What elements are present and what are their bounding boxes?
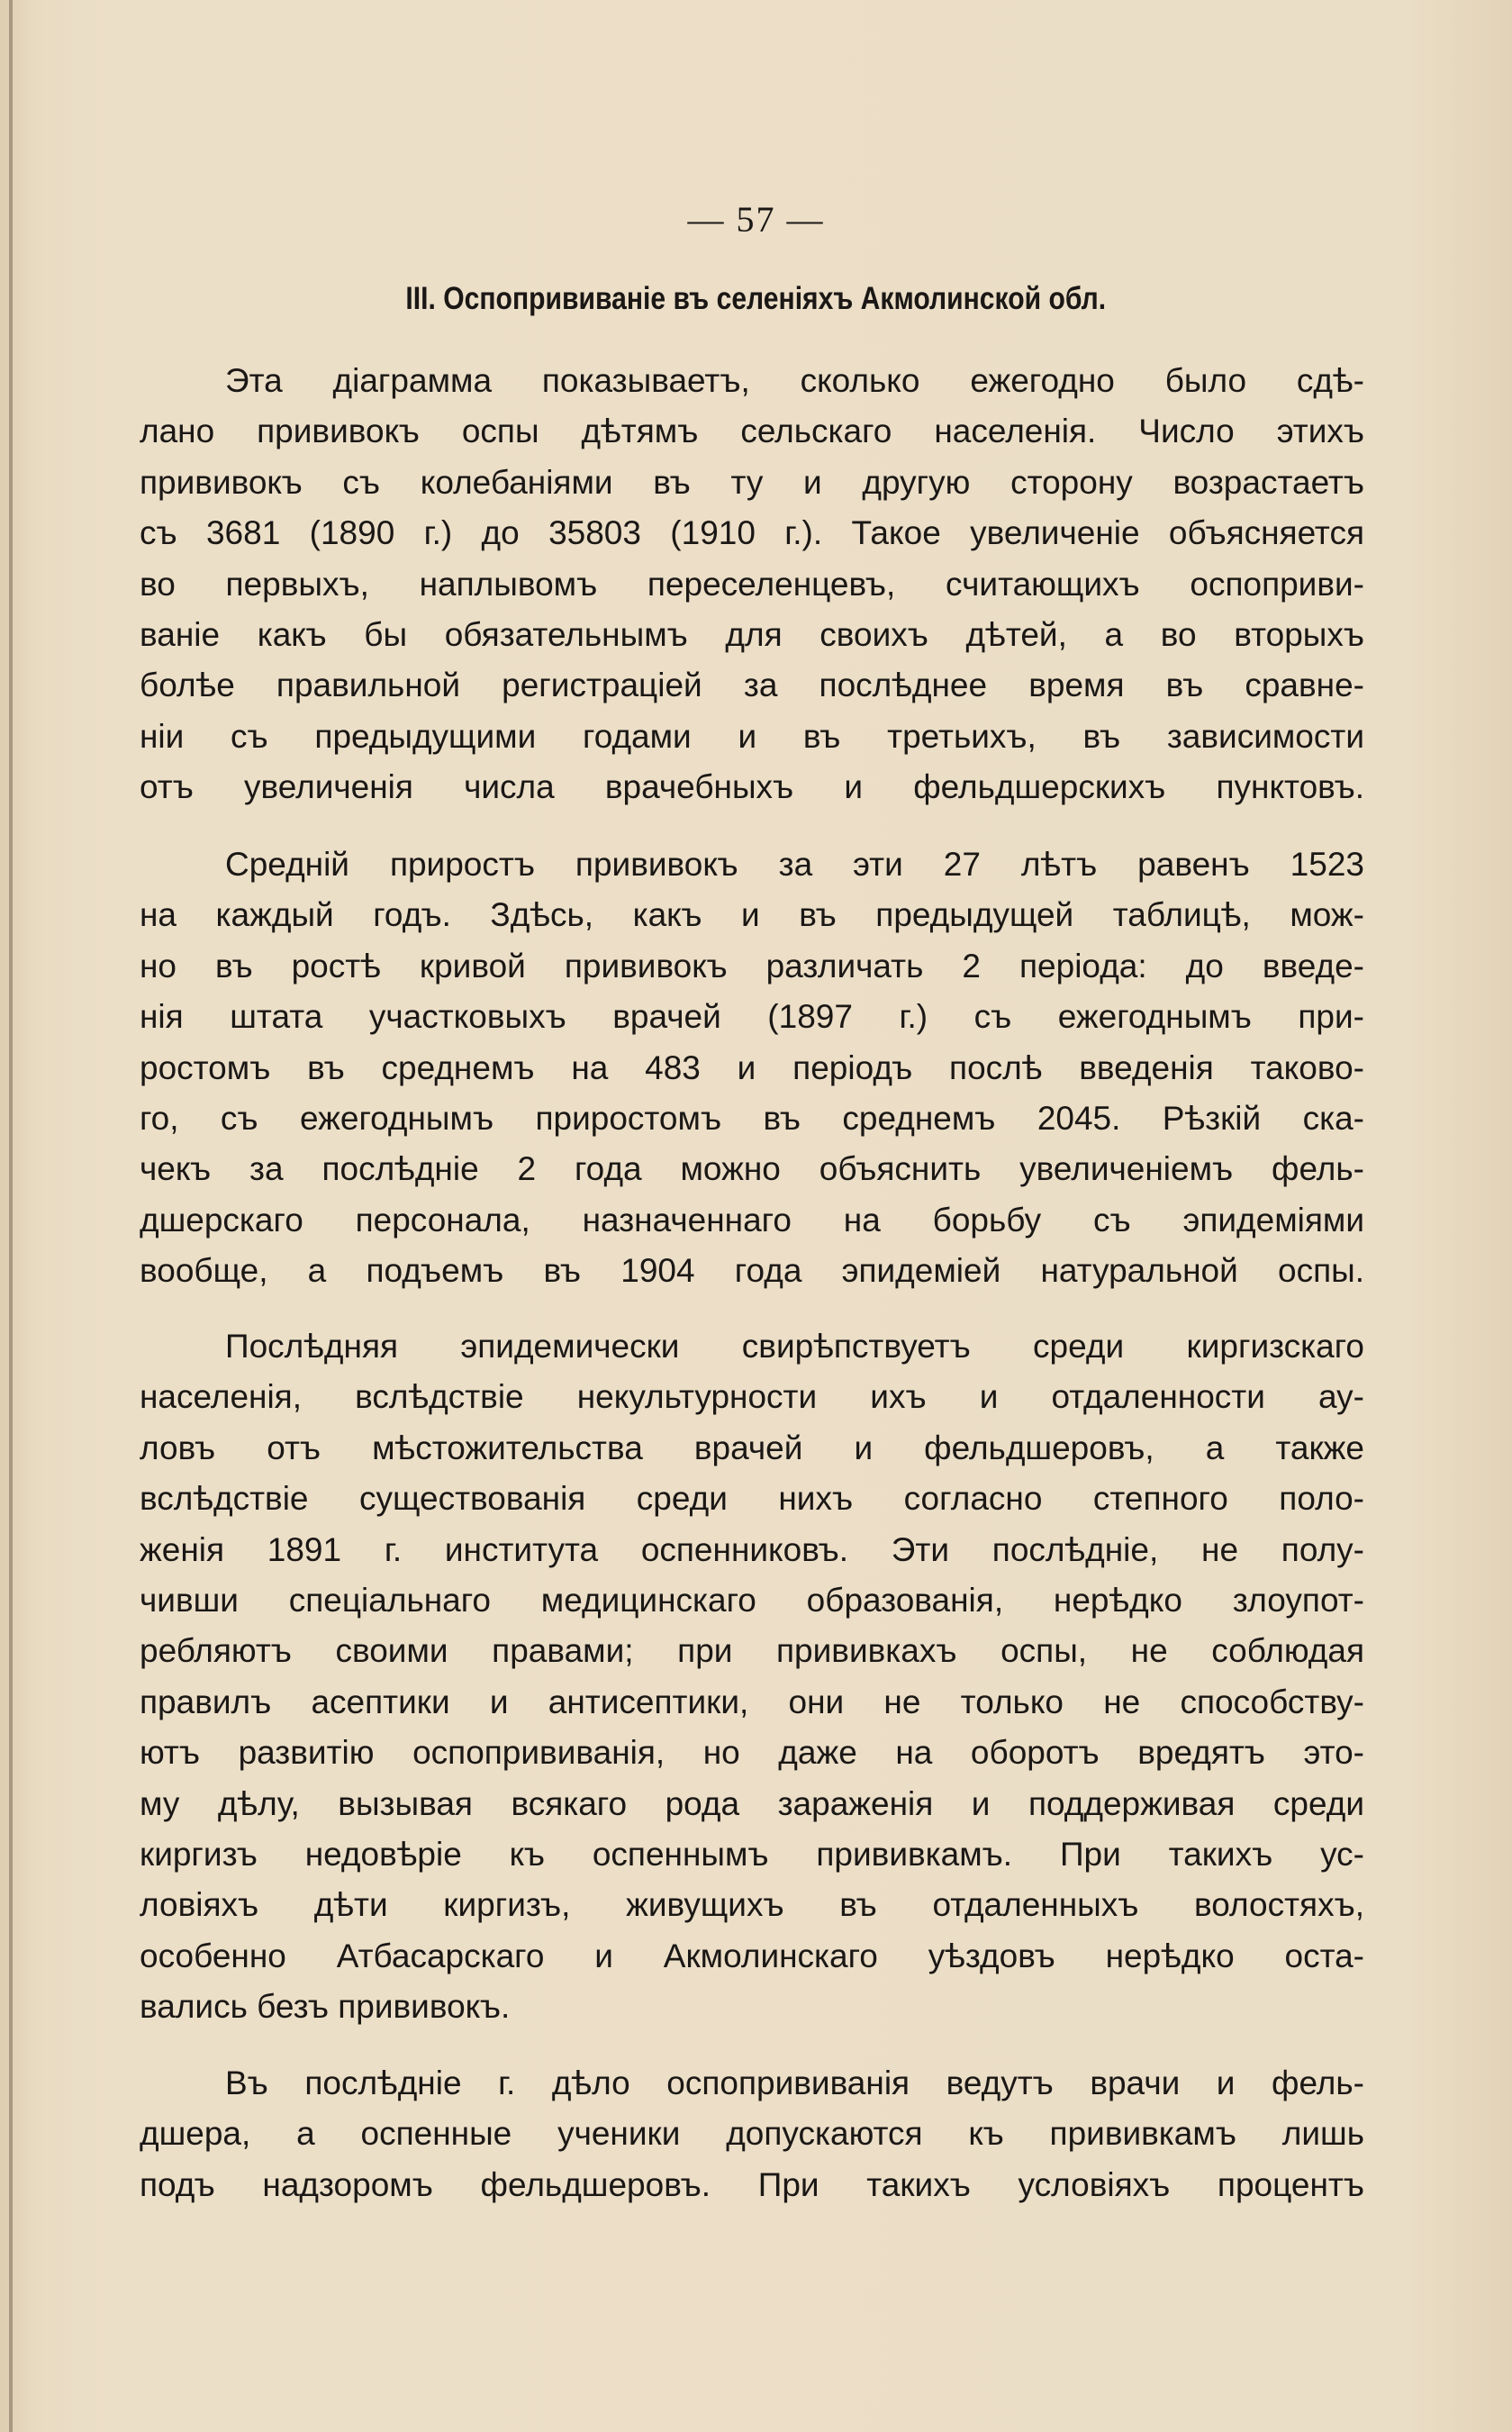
paragraph-4	[140, 2058, 1364, 2210]
text-line: вообще, а подъемъ въ 1904 года эпидеміей натуральной оспы.	[140, 1252, 1364, 1290]
paragraph-3	[140, 1321, 1364, 2032]
text-line: Эта діаграмма показываетъ, сколько ежегодно было сдѣ-	[225, 362, 1364, 399]
text-line: Послѣдняя эпидемически свирѣпствуетъ среди киргизскаго	[225, 1328, 1364, 1365]
text-line: болѣе правильной регистраціей за послѣднее время въ сравне-	[140, 667, 1364, 704]
text-line: во первыхъ, наплывомъ переселенцевъ, считающихъ оспоприви-	[140, 565, 1364, 603]
text-line: дшера, а оспенные ученики допускаются къ прививкамъ лишь	[140, 2115, 1364, 2153]
text-line: женія 1891 г. института оспенниковъ. Эти послѣдніе, не полу-	[140, 1530, 1364, 1568]
text-line: ростомъ въ среднемъ на 483 и періодъ послѣ введенія таково-	[140, 1048, 1364, 1086]
text-line: чекъ за послѣдніе 2 года можно объяснить увеличеніемъ фель-	[140, 1150, 1364, 1188]
text-line: прививокъ съ колебаніями въ ту и другую сторону возрастаетъ	[140, 463, 1364, 501]
text-line: го, съ ежегоднымъ приростомъ въ среднемъ 2045. Рѣзкій ска-	[140, 1099, 1364, 1137]
text-line: правилъ асептики и антисептики, они не только не способству-	[140, 1683, 1364, 1720]
page-number: — 57 —	[687, 199, 825, 240]
text-line: вались безъ прививокъ.	[140, 1988, 511, 2026]
text-line: Среднiй приростъ прививокъ за эти 27 лѣтъ равенъ 1523	[225, 846, 1364, 883]
text-line: на каждый годъ. Здѣсь, какъ и въ предыдущей таблицѣ, мож-	[140, 896, 1364, 934]
text-line: отъ увеличенія числа врачебныхъ и фельдшерскихъ пунктовъ.	[140, 768, 1364, 806]
text-line: нія штата участковыхъ врачей (1897 г.) съ ежегоднымъ при-	[140, 998, 1364, 1036]
text-line: ваніе какъ бы обязательнымъ для своихъ дѣтей, а во вторыхъ	[140, 615, 1364, 653]
text-line: дшерскаго персонала, назначеннаго на борьбу съ эпидеміями	[140, 1201, 1364, 1239]
section-heading: III. Оспопрививаніе въ селеніяхъ Акмолинской обл.	[405, 281, 1107, 316]
text-line: киргизъ недовѣріе къ оспеннымъ прививкамъ. При такихъ ус-	[140, 1835, 1364, 1873]
page-spine-edge	[9, 0, 13, 2432]
text-line: ютъ развитію оспопрививанія, но даже на оборотъ вредятъ это-	[140, 1734, 1364, 1772]
text-line: чивши спеціальнаго медицинскаго образованія, нерѣдко злоупот-	[140, 1581, 1364, 1619]
text-line: му дѣлу, вызывая всякаго рода зараженія и поддерживая среди	[140, 1784, 1364, 1822]
text-line: ловіяхъ дѣти киргизъ, живущихъ въ отдаленныхъ волостяхъ,	[140, 1886, 1364, 1924]
text-line: ніи съ предыдущими годами и въ третьихъ, въ зависимости	[140, 717, 1364, 755]
text-line: Въ послѣдніе г. дѣло оспопрививанія ведутъ врачи и фель-	[225, 2064, 1364, 2101]
text-line: вслѣдствіе существованія среди нихъ согласно степного поло-	[140, 1480, 1364, 1518]
text-line: особенно Атбасарскаго и Акмолинскаго уѣздовъ нерѣдко оста-	[140, 1937, 1364, 1974]
text-line: подъ надзоромъ фельдшеровъ. При такихъ условіяхъ процентъ	[140, 2165, 1364, 2203]
paragraph-2	[140, 839, 1364, 1297]
text-line: съ 3681 (1890 г.) до 35803 (1910 г.). Такое увеличеніе объясняется	[140, 514, 1364, 552]
text-line: ловъ отъ мѣстожительства врачей и фельдшеровъ, а также	[140, 1429, 1364, 1466]
text-line: ребляютъ своими правами; при прививкахъ оспы, не соблюдая	[140, 1632, 1364, 1670]
text-line: лано прививокъ оспы дѣтямъ сельскаго населенія. Число этихъ	[140, 413, 1364, 450]
paragraph-1	[140, 356, 1364, 813]
text-line: но въ ростѣ кривой прививокъ различать 2 періода: до введе-	[140, 947, 1364, 985]
text-line: населенія, вслѣдствіе некультурности ихъ и отдаленности ау-	[140, 1378, 1364, 1416]
